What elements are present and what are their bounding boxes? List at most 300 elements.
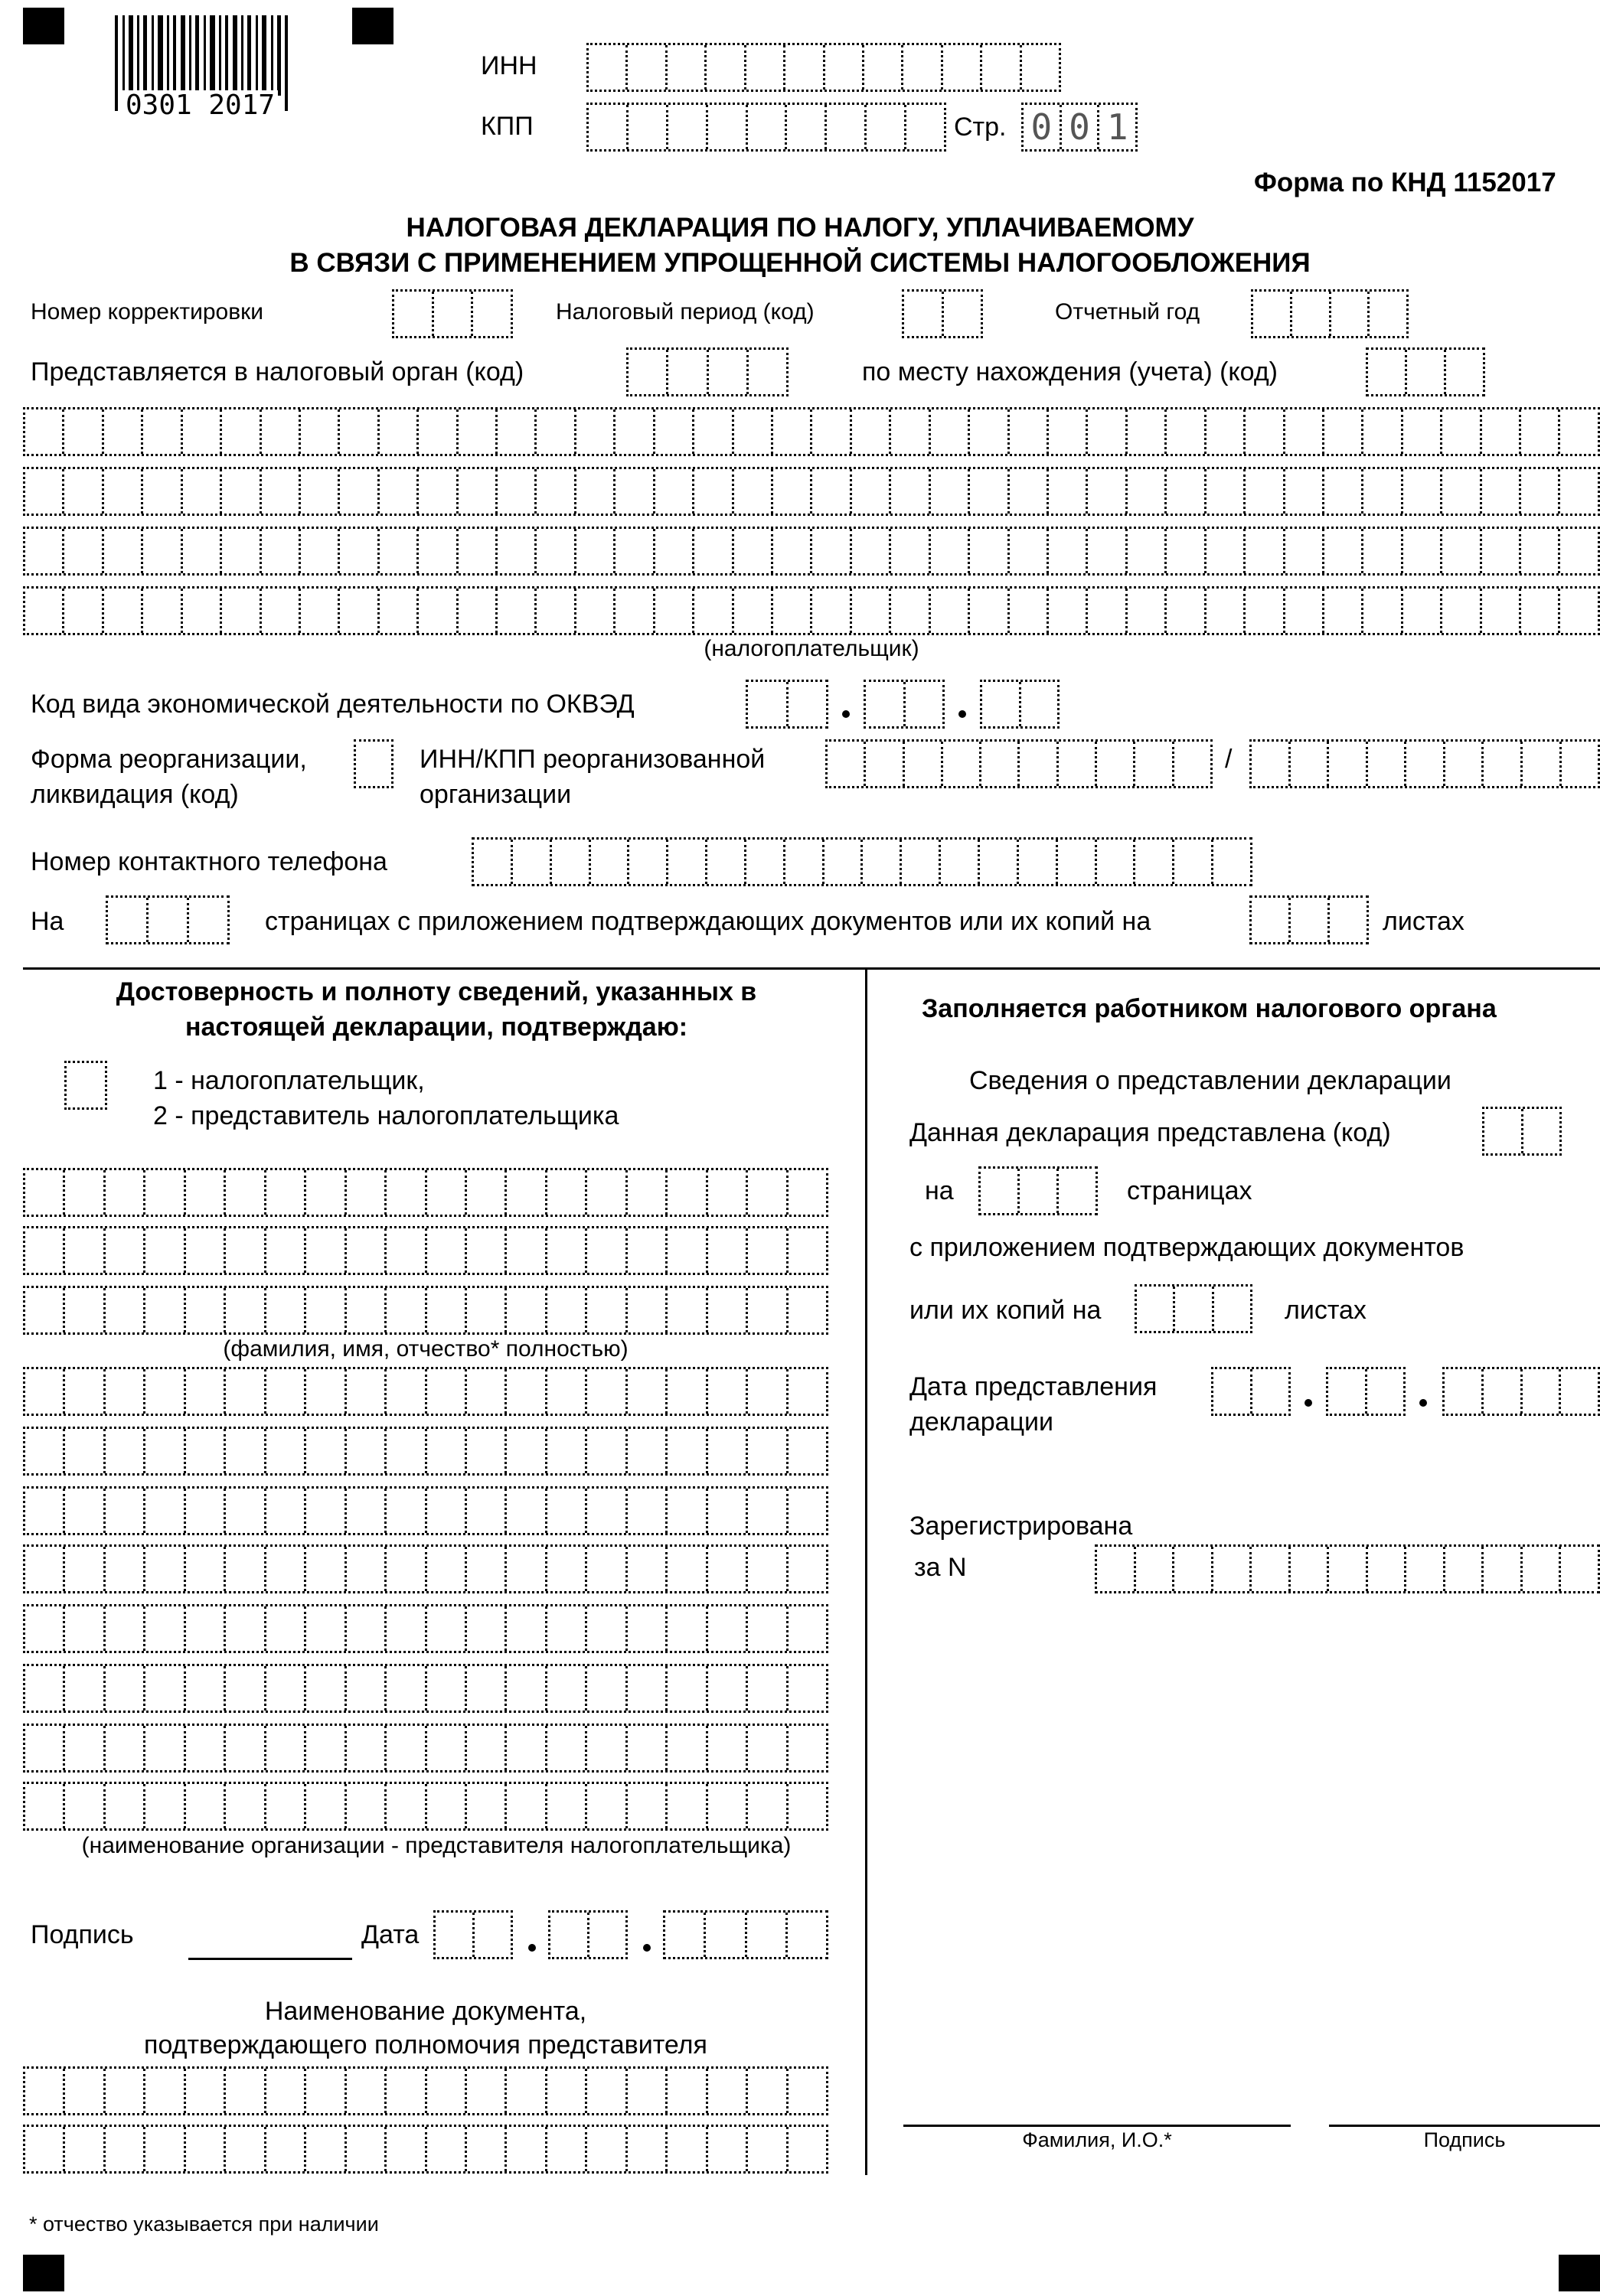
input-cell[interactable] — [1252, 742, 1288, 786]
input-cell[interactable] — [1443, 742, 1482, 786]
input-cell[interactable] — [786, 1369, 826, 1414]
phone-field[interactable] — [472, 837, 1252, 886]
input-cell[interactable] — [1097, 1547, 1134, 1591]
input-cell[interactable] — [63, 1288, 103, 1332]
input-cell[interactable] — [25, 529, 62, 573]
input-cell[interactable] — [25, 1288, 63, 1332]
input-cell[interactable] — [746, 2127, 785, 2171]
input-cell[interactable] — [304, 2069, 344, 2113]
input-cell[interactable] — [706, 1489, 746, 1533]
input-cell[interactable] — [425, 2127, 465, 2171]
input-cell[interactable] — [264, 1288, 304, 1332]
input-cell[interactable] — [1133, 742, 1171, 786]
input-cell[interactable] — [706, 105, 746, 149]
input-cell[interactable] — [665, 1288, 705, 1332]
input-cell[interactable] — [264, 1547, 304, 1591]
input-cell[interactable] — [384, 1429, 424, 1473]
input-cell[interactable] — [625, 2127, 665, 2171]
input-cell[interactable] — [850, 589, 889, 633]
input-cell[interactable] — [384, 2069, 424, 2113]
input-cell[interactable] — [1288, 1547, 1327, 1591]
input-cell[interactable] — [1365, 1369, 1404, 1414]
input-cell[interactable] — [264, 1369, 304, 1414]
input-cell[interactable] — [822, 840, 861, 884]
input-cell[interactable] — [1327, 1547, 1366, 1591]
input-cell[interactable] — [1249, 1547, 1288, 1591]
input-cell[interactable] — [63, 1726, 103, 1770]
input-cell[interactable] — [850, 409, 889, 454]
input-cell[interactable] — [574, 529, 613, 573]
input-cell[interactable] — [1173, 1287, 1211, 1331]
input-cell[interactable] — [823, 45, 862, 90]
input-cell[interactable] — [143, 2069, 183, 2113]
input-cell[interactable] — [625, 1547, 665, 1591]
input-cell[interactable] — [1250, 1369, 1289, 1414]
input-cell[interactable] — [1164, 589, 1203, 633]
input-cell[interactable] — [903, 742, 941, 786]
input-cell[interactable] — [67, 1063, 105, 1107]
input-cell[interactable] — [264, 1170, 304, 1215]
input-cell[interactable] — [181, 529, 220, 573]
input-cell[interactable] — [746, 1228, 785, 1273]
input-cell[interactable] — [184, 1429, 224, 1473]
input-cell[interactable] — [304, 1228, 344, 1273]
input-cell[interactable] — [1047, 469, 1086, 514]
input-cell[interactable] — [344, 1170, 384, 1215]
input-cell[interactable] — [746, 105, 785, 149]
input-cell[interactable] — [1558, 409, 1597, 454]
input-cell[interactable] — [465, 1726, 504, 1770]
input-cell[interactable] — [465, 1547, 504, 1591]
input-cell[interactable] — [1481, 1369, 1520, 1414]
input-cell[interactable] — [665, 1429, 705, 1473]
input-cell[interactable] — [425, 1547, 465, 1591]
org-name-row-8[interactable] — [23, 1782, 828, 1831]
input-cell[interactable] — [1444, 350, 1483, 394]
input-cell[interactable] — [25, 1666, 63, 1711]
input-cell[interactable] — [627, 840, 666, 884]
input-cell[interactable] — [732, 529, 771, 573]
input-cell[interactable] — [384, 1726, 424, 1770]
input-cell[interactable] — [304, 1726, 344, 1770]
input-cell[interactable] — [1164, 409, 1203, 454]
input-cell[interactable] — [1401, 589, 1440, 633]
input-cell[interactable] — [224, 1666, 263, 1711]
input-cell[interactable] — [1481, 742, 1520, 786]
input-cell[interactable] — [585, 1170, 625, 1215]
input-cell[interactable] — [181, 409, 220, 454]
input-cell[interactable] — [63, 1489, 103, 1533]
input-cell[interactable] — [1480, 409, 1519, 454]
input-cell[interactable] — [1056, 742, 1095, 786]
input-cell[interactable] — [1125, 529, 1164, 573]
input-cell[interactable] — [63, 2127, 103, 2171]
input-cell[interactable] — [746, 1170, 785, 1215]
input-cell[interactable] — [224, 1784, 263, 1828]
input-cell[interactable] — [1481, 1547, 1520, 1591]
input-cell[interactable] — [706, 1606, 746, 1651]
input-cell[interactable] — [1367, 292, 1406, 336]
input-cell[interactable] — [465, 1170, 504, 1215]
input-cell[interactable] — [692, 529, 731, 573]
input-cell[interactable] — [1283, 589, 1322, 633]
input-cell[interactable] — [545, 1489, 585, 1533]
input-cell[interactable] — [746, 2069, 785, 2113]
input-cell[interactable] — [824, 105, 864, 149]
input-cell[interactable] — [1558, 469, 1597, 514]
taxpayer-name-row-2[interactable] — [23, 467, 1600, 516]
org-name-row-2[interactable] — [23, 1427, 828, 1476]
input-cell[interactable] — [968, 409, 1007, 454]
date-day-field[interactable] — [433, 1910, 513, 1959]
input-cell[interactable] — [63, 1547, 103, 1591]
input-cell[interactable] — [1133, 840, 1172, 884]
date-year-field[interactable] — [663, 1910, 828, 1959]
input-cell[interactable] — [941, 742, 979, 786]
input-cell[interactable] — [377, 409, 416, 454]
input-cell[interactable] — [143, 1228, 183, 1273]
input-cell[interactable] — [786, 1489, 826, 1533]
input-cell[interactable] — [25, 2069, 63, 2113]
input-cell[interactable] — [184, 2127, 224, 2171]
input-cell[interactable] — [304, 1369, 344, 1414]
input-cell[interactable] — [384, 2127, 424, 2171]
input-cell[interactable] — [1480, 589, 1519, 633]
input-cell[interactable] — [465, 1429, 504, 1473]
input-cell[interactable] — [304, 1784, 344, 1828]
input-cell[interactable] — [184, 1228, 224, 1273]
input-cell[interactable] — [968, 469, 1007, 514]
input-cell[interactable] — [1519, 529, 1558, 573]
input-cell[interactable] — [264, 1784, 304, 1828]
input-cell[interactable] — [338, 409, 377, 454]
input-cell[interactable] — [1288, 898, 1327, 942]
input-cell[interactable] — [143, 1429, 183, 1473]
input-cell[interactable] — [63, 1369, 103, 1414]
input-cell[interactable] — [828, 742, 864, 786]
input-cell[interactable] — [1440, 589, 1479, 633]
input-cell[interactable] — [1329, 292, 1368, 336]
input-cell[interactable] — [184, 1547, 224, 1591]
input-cell[interactable] — [260, 469, 299, 514]
input-cell[interactable] — [786, 1170, 826, 1215]
officer-pages-field[interactable] — [978, 1166, 1098, 1215]
input-cell[interactable] — [384, 1228, 424, 1273]
input-cell[interactable] — [1164, 469, 1203, 514]
input-cell[interactable] — [224, 1429, 263, 1473]
input-cell[interactable] — [224, 1606, 263, 1651]
input-cell[interactable] — [771, 529, 810, 573]
input-cell[interactable] — [425, 1489, 465, 1533]
input-cell[interactable] — [929, 529, 968, 573]
input-cell[interactable] — [746, 1369, 785, 1414]
input-cell[interactable] — [264, 1228, 304, 1273]
date-month-field[interactable] — [548, 1910, 628, 1959]
input-cell[interactable] — [692, 589, 731, 633]
input-cell[interactable] — [704, 45, 743, 90]
input-cell[interactable] — [1558, 529, 1597, 573]
input-cell[interactable] — [264, 1606, 304, 1651]
input-cell[interactable] — [143, 1666, 183, 1711]
input-cell[interactable] — [625, 1228, 665, 1273]
input-cell[interactable] — [1211, 840, 1250, 884]
submitted-code-field[interactable] — [1482, 1107, 1562, 1156]
input-cell[interactable] — [425, 1606, 465, 1651]
officer-fio-line[interactable] — [903, 2125, 1291, 2127]
input-cell[interactable] — [62, 469, 101, 514]
input-cell[interactable] — [471, 292, 511, 336]
input-cell[interactable] — [25, 1170, 63, 1215]
input-cell[interactable] — [103, 1369, 143, 1414]
input-cell[interactable] — [889, 589, 928, 633]
input-cell[interactable] — [260, 529, 299, 573]
input-cell[interactable] — [63, 1666, 103, 1711]
input-cell[interactable] — [1125, 409, 1164, 454]
input-cell[interactable] — [356, 742, 391, 786]
input-cell[interactable] — [184, 1369, 224, 1414]
okved-field-1[interactable] — [746, 680, 828, 729]
input-cell[interactable] — [416, 469, 456, 514]
input-cell[interactable] — [384, 1666, 424, 1711]
input-cell[interactable] — [744, 45, 783, 90]
input-cell[interactable] — [1290, 292, 1329, 336]
input-cell[interactable] — [103, 1489, 143, 1533]
input-cell[interactable] — [706, 1726, 746, 1770]
input-cell[interactable] — [706, 1666, 746, 1711]
input-cell[interactable] — [344, 1666, 384, 1711]
input-cell[interactable] — [304, 1429, 344, 1473]
fio-row-3[interactable] — [23, 1286, 828, 1335]
input-cell[interactable] — [866, 682, 903, 726]
input-cell[interactable] — [941, 45, 980, 90]
input-cell[interactable] — [545, 1228, 585, 1273]
input-cell[interactable] — [264, 1429, 304, 1473]
input-cell[interactable] — [629, 350, 666, 394]
input-cell[interactable] — [184, 1606, 224, 1651]
input-cell[interactable] — [1283, 529, 1322, 573]
input-cell[interactable] — [103, 2069, 143, 2113]
input-cell[interactable] — [504, 1170, 544, 1215]
input-cell[interactable] — [810, 409, 849, 454]
input-cell[interactable] — [625, 1606, 665, 1651]
input-cell[interactable] — [746, 350, 786, 394]
input-cell[interactable] — [692, 409, 731, 454]
input-cell[interactable] — [1125, 589, 1164, 633]
input-cell[interactable] — [786, 1606, 826, 1651]
input-cell[interactable] — [1404, 1547, 1443, 1591]
input-cell[interactable] — [585, 1228, 625, 1273]
input-cell[interactable] — [63, 1429, 103, 1473]
input-cell[interactable] — [785, 105, 824, 149]
input-cell[interactable] — [1328, 1369, 1365, 1414]
okved-field-3[interactable] — [980, 680, 1060, 729]
input-cell[interactable] — [25, 469, 62, 514]
input-cell[interactable] — [666, 840, 705, 884]
input-cell[interactable] — [665, 1606, 705, 1651]
input-cell[interactable] — [224, 1547, 263, 1591]
input-cell[interactable] — [143, 1606, 183, 1651]
input-cell[interactable] — [384, 1489, 424, 1533]
input-cell[interactable] — [344, 2069, 384, 2113]
input-cell[interactable] — [862, 45, 901, 90]
input-cell[interactable] — [864, 742, 902, 786]
input-cell[interactable] — [1007, 529, 1047, 573]
input-cell[interactable] — [665, 1913, 704, 1957]
input-cell[interactable] — [783, 45, 822, 90]
input-cell[interactable] — [903, 682, 943, 726]
input-cell[interactable] — [1172, 742, 1210, 786]
input-cell[interactable] — [344, 2127, 384, 2171]
input-cell[interactable] — [264, 2069, 304, 2113]
input-cell[interactable] — [1559, 742, 1598, 786]
fio-row-2[interactable] — [23, 1226, 828, 1275]
input-cell[interactable] — [625, 2069, 665, 2113]
input-cell[interactable] — [260, 409, 299, 454]
input-cell[interactable] — [304, 2127, 344, 2171]
input-cell[interactable] — [748, 682, 786, 726]
input-cell[interactable] — [653, 529, 692, 573]
input-cell[interactable] — [550, 840, 589, 884]
page-number-field[interactable] — [1021, 103, 1138, 152]
input-cell[interactable] — [1520, 1547, 1559, 1591]
input-cell[interactable] — [1056, 1169, 1096, 1213]
input-cell[interactable] — [707, 350, 746, 394]
taxpayer-name-row-1[interactable] — [23, 407, 1600, 456]
input-cell[interactable] — [224, 1228, 263, 1273]
input-cell[interactable] — [706, 2127, 746, 2171]
input-cell[interactable] — [980, 45, 1019, 90]
input-cell[interactable] — [25, 1726, 63, 1770]
input-cell[interactable] — [1361, 469, 1400, 514]
input-cell[interactable] — [613, 589, 652, 633]
input-cell[interactable] — [184, 1170, 224, 1215]
input-cell[interactable] — [732, 469, 771, 514]
input-cell[interactable] — [968, 529, 1007, 573]
input-cell[interactable] — [889, 529, 928, 573]
input-cell[interactable] — [425, 1726, 465, 1770]
input-cell[interactable] — [103, 1784, 143, 1828]
input-cell[interactable] — [63, 2069, 103, 2113]
input-cell[interactable] — [850, 469, 889, 514]
input-cell[interactable] — [108, 898, 146, 942]
input-cell[interactable] — [1401, 409, 1440, 454]
input-cell[interactable] — [416, 409, 456, 454]
input-cell[interactable] — [1243, 589, 1282, 633]
input-cell[interactable] — [304, 1606, 344, 1651]
input-cell[interactable] — [574, 589, 613, 633]
input-cell[interactable] — [1204, 589, 1243, 633]
input-cell[interactable] — [1366, 742, 1405, 786]
input-cell[interactable] — [25, 409, 62, 454]
input-cell[interactable] — [746, 1547, 785, 1591]
input-cell[interactable] — [63, 1606, 103, 1651]
input-cell[interactable] — [665, 1369, 705, 1414]
input-cell[interactable] — [220, 589, 259, 633]
input-cell[interactable] — [665, 1784, 705, 1828]
input-cell[interactable] — [585, 1369, 625, 1414]
input-cell[interactable] — [810, 589, 849, 633]
correction-number-field[interactable] — [392, 289, 513, 338]
input-cell[interactable] — [626, 105, 666, 149]
input-cell[interactable] — [384, 1369, 424, 1414]
input-cell[interactable] — [1212, 1287, 1250, 1331]
input-cell[interactable] — [25, 1606, 63, 1651]
input-cell[interactable] — [613, 409, 652, 454]
org-name-row-4[interactable] — [23, 1544, 828, 1593]
input-cell[interactable] — [224, 1726, 263, 1770]
input-cell[interactable] — [545, 1784, 585, 1828]
input-cell[interactable] — [143, 1369, 183, 1414]
input-cell[interactable] — [1440, 529, 1479, 573]
input-cell[interactable] — [344, 1228, 384, 1273]
input-cell[interactable] — [665, 1666, 705, 1711]
input-cell[interactable] — [1361, 589, 1400, 633]
input-cell[interactable] — [143, 1547, 183, 1591]
input-cell[interactable] — [1007, 589, 1047, 633]
input-cell[interactable] — [1047, 589, 1086, 633]
input-cell[interactable] — [25, 2127, 63, 2171]
input-cell[interactable] — [929, 469, 968, 514]
input-cell[interactable] — [589, 840, 628, 884]
input-cell[interactable] — [585, 1784, 625, 1828]
input-cell[interactable] — [1007, 409, 1047, 454]
input-cell[interactable] — [545, 1726, 585, 1770]
input-cell[interactable] — [184, 1666, 224, 1711]
org-name-row-1[interactable] — [23, 1367, 828, 1416]
input-cell[interactable] — [585, 1726, 625, 1770]
input-cell[interactable] — [504, 1489, 544, 1533]
input-cell[interactable] — [1484, 1109, 1521, 1153]
input-cell[interactable] — [25, 1784, 63, 1828]
input-cell[interactable] — [504, 1666, 544, 1711]
input-cell[interactable] — [1086, 469, 1125, 514]
input-cell[interactable] — [187, 898, 227, 942]
input-cell[interactable] — [613, 529, 652, 573]
input-cell[interactable] — [465, 1228, 504, 1273]
doc-name-row-2[interactable] — [23, 2125, 828, 2174]
input-cell[interactable] — [1519, 469, 1558, 514]
input-cell[interactable] — [103, 1606, 143, 1651]
org-name-row-5[interactable] — [23, 1604, 828, 1653]
input-cell[interactable] — [706, 1228, 746, 1273]
input-cell[interactable] — [264, 2127, 304, 2171]
input-cell[interactable] — [939, 840, 978, 884]
input-cell[interactable] — [1322, 409, 1361, 454]
input-cell[interactable] — [344, 1726, 384, 1770]
input-cell[interactable] — [1401, 469, 1440, 514]
input-cell[interactable] — [534, 589, 573, 633]
input-cell[interactable] — [783, 840, 822, 884]
input-cell[interactable] — [786, 1547, 826, 1591]
input-cell[interactable] — [465, 1784, 504, 1828]
input-cell[interactable] — [900, 840, 939, 884]
input-cell[interactable] — [968, 589, 1007, 633]
input-cell[interactable] — [746, 1666, 785, 1711]
input-cell[interactable] — [786, 2069, 826, 2113]
input-cell[interactable] — [771, 589, 810, 633]
input-cell[interactable] — [545, 1170, 585, 1215]
input-cell[interactable] — [706, 1784, 746, 1828]
input-cell[interactable] — [511, 840, 550, 884]
input-cell[interactable] — [103, 1666, 143, 1711]
input-cell[interactable] — [653, 469, 692, 514]
input-cell[interactable] — [665, 1228, 705, 1273]
input-cell[interactable] — [1204, 529, 1243, 573]
input-cell[interactable] — [425, 1784, 465, 1828]
input-cell[interactable] — [625, 1288, 665, 1332]
input-cell[interactable] — [63, 1228, 103, 1273]
input-cell[interactable] — [260, 589, 299, 633]
